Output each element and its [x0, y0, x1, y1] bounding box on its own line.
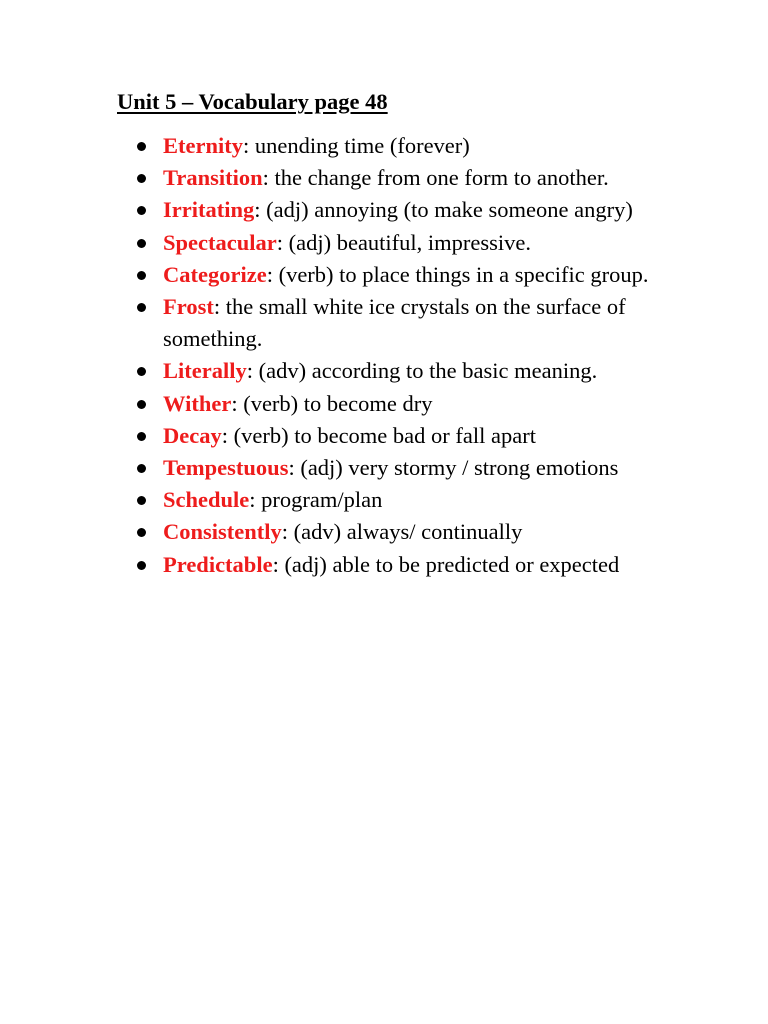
list-item [163, 484, 663, 516]
vocab-term: Spectacular [163, 229, 277, 255]
bullet-icon [137, 271, 146, 280]
list-item [163, 162, 663, 194]
list-item [163, 388, 663, 420]
list-item [163, 420, 663, 452]
vocab-term: Wither [163, 390, 232, 416]
vocab-definition: : (verb) to become dry [231, 390, 433, 416]
vocab-term: Decay [163, 422, 222, 448]
list-item [163, 549, 663, 581]
vocab-term: Irritating [163, 197, 255, 223]
list-item [163, 130, 663, 162]
vocab-definition: : unending time (forever) [242, 133, 470, 158]
vocab-term: Schedule [163, 487, 250, 513]
bullet-icon [137, 142, 146, 151]
list-item [163, 355, 663, 387]
bullet-icon [137, 432, 146, 441]
list-item [163, 291, 663, 355]
bullet-icon [137, 464, 146, 473]
list-item [163, 227, 663, 259]
vocab-definition: : (verb) to become bad or fall apart [221, 422, 536, 448]
vocabulary-list [163, 130, 663, 581]
vocab-definition: : (adj) annoying (to make someone angry) [254, 197, 633, 223]
vocab-definition: : (adv) according to the basic meaning. [246, 358, 598, 384]
vocab-term: Predictable [163, 551, 273, 577]
list-item [163, 194, 663, 226]
vocab-definition: : (adj) beautiful, impressive. [276, 229, 532, 255]
bullet-icon [137, 174, 146, 183]
bullet-icon [137, 367, 146, 376]
vocab-term: Literally [163, 358, 247, 384]
bullet-icon [137, 206, 146, 215]
vocab-term: Transition [163, 165, 263, 191]
vocab-term: Frost [163, 294, 214, 320]
vocab-definition: : (verb) to place things in a specific group. [266, 261, 649, 287]
vocab-definition: : (adv) always/ continually [281, 519, 523, 545]
vocab-definition: : (adj) able to be predicted or expected [272, 551, 620, 577]
vocab-definition: : (adj) very stormy / strong emotions [288, 455, 619, 481]
bullet-icon [137, 496, 146, 505]
list-item [163, 516, 663, 548]
vocab-term: Tempestuous [163, 455, 289, 481]
list-item [163, 259, 663, 291]
bullet-icon [137, 561, 146, 570]
vocab-term: Categorize [163, 261, 267, 287]
vocab-term: Consistently [163, 519, 282, 545]
vocab-definition: : the change from one form to another. [262, 165, 609, 191]
bullet-icon [137, 303, 146, 312]
list-item [163, 452, 663, 484]
bullet-icon [137, 528, 146, 537]
bullet-icon [137, 400, 146, 409]
bullet-icon [137, 239, 146, 248]
vocab-definition: : the small white ice crystals on the surface of something. [163, 294, 626, 352]
vocab-term: Eternity [163, 133, 243, 158]
page-title: Unit 5 – Vocabulary page 48 [117, 89, 388, 114]
vocab-definition: : program/plan [249, 487, 383, 513]
